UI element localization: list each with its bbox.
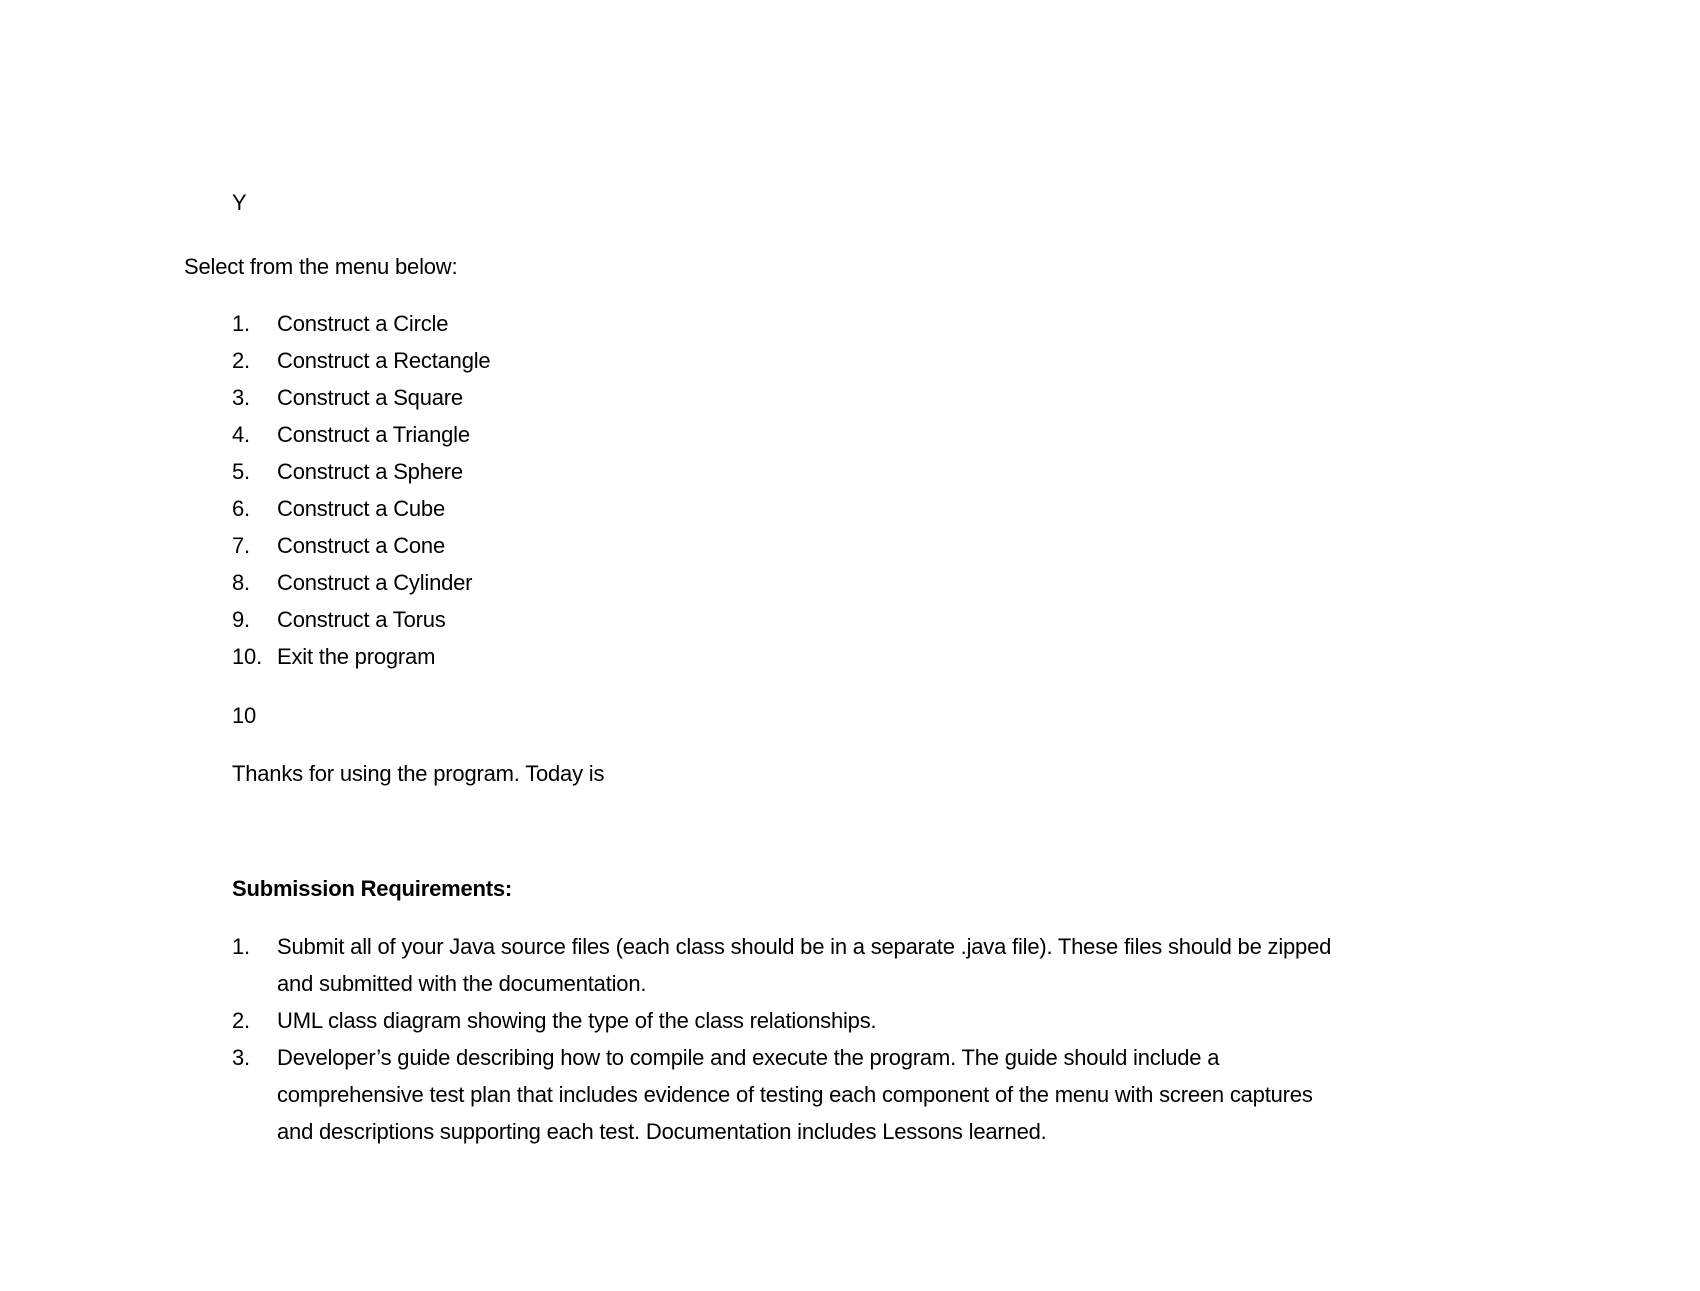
console-input-echo-y: Y bbox=[232, 190, 247, 215]
submission-item-text: Submit all of your Java source files (each class should be in a separate .java file). These files should be zipped and submitted with the documentation. bbox=[277, 934, 1332, 996]
menu-item bbox=[232, 416, 1700, 453]
menu-item bbox=[232, 453, 1700, 490]
menu-item-number: 2. bbox=[232, 348, 250, 373]
exit-message: Thanks for using the program. Today is bbox=[232, 761, 605, 786]
menu-item-number: 5. bbox=[232, 459, 250, 484]
menu-item bbox=[232, 305, 1700, 342]
menu-item-label: Construct a Circle bbox=[277, 311, 449, 336]
menu-prompt: Select from the menu below: bbox=[184, 254, 458, 279]
menu-item bbox=[232, 564, 1700, 601]
menu-item-number: 6. bbox=[232, 496, 250, 521]
menu-item bbox=[232, 379, 1700, 416]
menu-item-label: Exit the program bbox=[277, 644, 436, 669]
menu-item-label: Construct a Sphere bbox=[277, 459, 463, 484]
menu-item-number: 4. bbox=[232, 422, 250, 447]
submission-item bbox=[232, 1039, 1382, 1150]
menu-item bbox=[232, 342, 1700, 379]
submission-item-number: 1. bbox=[232, 934, 250, 959]
submission-item-number: 2. bbox=[232, 1008, 250, 1033]
console-input-echo-10: 10 bbox=[232, 703, 257, 728]
menu-item bbox=[232, 490, 1700, 527]
submission-item-text: Developer’s guide describing how to compile and execute the program. The guide should include a comprehensive test plan that includes evidence of testing each component of the menu with screen captures and descriptions supporting each test. Documentation includes Lessons learned. bbox=[277, 1045, 1313, 1144]
submission-item bbox=[232, 1002, 1382, 1039]
menu-item-label: Construct a Cube bbox=[277, 496, 445, 521]
submission-requirements-list bbox=[232, 928, 1382, 1150]
menu-item-number: 3. bbox=[232, 385, 250, 410]
submission-item-text: UML class diagram showing the type of the class relationships. bbox=[277, 1008, 877, 1033]
menu-item-number: 10. bbox=[232, 644, 262, 669]
menu-item-number: 7. bbox=[232, 533, 250, 558]
menu-item-number: 8. bbox=[232, 570, 250, 595]
submission-item-number: 3. bbox=[232, 1045, 250, 1070]
menu-item-label: Construct a Torus bbox=[277, 607, 446, 632]
menu-item bbox=[232, 601, 1700, 638]
menu-item bbox=[232, 527, 1700, 564]
menu-item bbox=[232, 638, 1700, 675]
submission-item bbox=[232, 928, 1382, 1002]
menu-item-number: 1. bbox=[232, 311, 250, 336]
menu-list bbox=[232, 305, 1700, 675]
menu-item-label: Construct a Rectangle bbox=[277, 348, 491, 373]
menu-item-label: Construct a Cylinder bbox=[277, 570, 473, 595]
menu-item-label: Construct a Square bbox=[277, 385, 463, 410]
menu-item-label: Construct a Triangle bbox=[277, 422, 470, 447]
submission-requirements-heading: Submission Requirements: bbox=[232, 876, 513, 901]
menu-item-number: 9. bbox=[232, 607, 250, 632]
menu-item-label: Construct a Cone bbox=[277, 533, 445, 558]
